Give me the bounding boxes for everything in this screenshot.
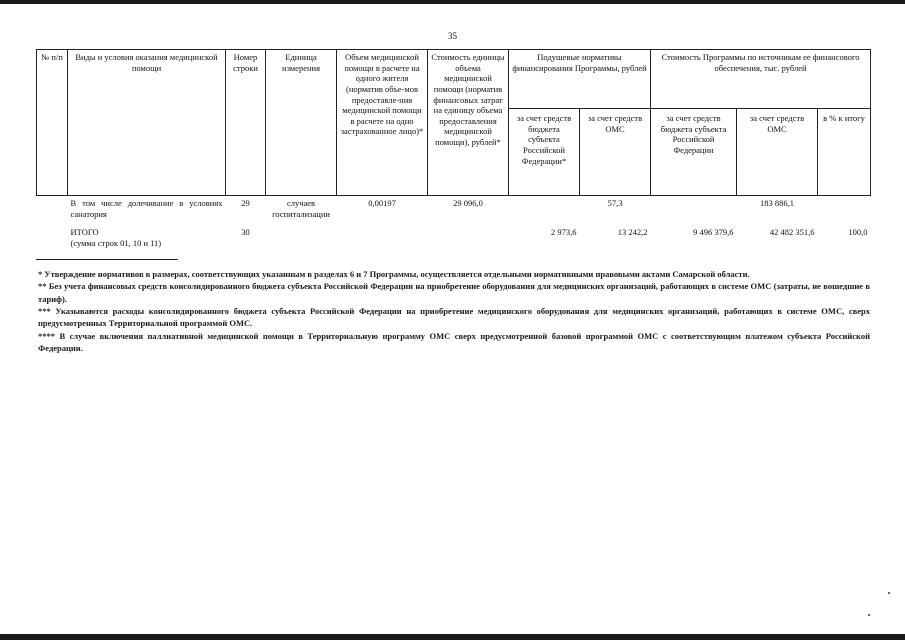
scan-top-edge	[0, 0, 905, 4]
subheader-cost-percent: в % к итогу	[818, 109, 871, 196]
cell-unit-cost	[428, 225, 509, 254]
page-number: 35	[448, 31, 457, 41]
header-program-cost: Стоимость Программы по источникам ее финансового обеспечения, тыс. рублей	[651, 50, 871, 109]
cell-percent	[818, 196, 871, 226]
footnote: ** Без учета финансовых средств консолидированного бюджета субъекта Российской Федерации на приобретение оборудования для медицинских организаций, работающих в системе ОМС (затраты, не вошедшие в тариф).	[38, 281, 870, 304]
header-types: Виды и условия оказания медицинской помощи	[68, 50, 226, 196]
cell-pc-oms: 57,3	[607, 198, 623, 208]
subheader-cost-oms: за счет средств ОМС	[737, 109, 818, 196]
header-no: № п/п	[37, 50, 68, 196]
cell-percent: 100,0	[848, 227, 868, 238]
header-volume: Объем медицинской помощи в расчете на одного жителя (норматив объе-мов предоставле-ния медицинской помощи в расчете на одно застрахованное лицо)*	[337, 50, 428, 196]
table-header-row	[37, 50, 871, 109]
cell-pc-oms: 13 242,2	[617, 227, 648, 238]
footnotes	[38, 268, 870, 354]
cell-cost-oms: 183 886,1	[760, 198, 795, 208]
cell-volume: 0,00197	[368, 198, 396, 208]
subheader-cost-budget: за счет средств бюджета субъекта Российской Федерации	[651, 109, 737, 196]
cell-cost-oms: 42 482 351,6	[769, 227, 815, 238]
footnote-separator	[36, 259, 178, 260]
scan-bottom-edge	[0, 634, 905, 640]
header-per-capita: Подушевые нормативы финансирования Программы, рублей	[509, 50, 651, 109]
subheader-per-capita-oms: за счет средств ОМС	[580, 109, 651, 196]
cell-name	[68, 196, 226, 226]
cell-unit	[266, 225, 337, 254]
scan-speck	[888, 592, 890, 594]
table-row	[37, 196, 871, 226]
cell-unit: случаев госпитализации	[272, 198, 330, 219]
cell-pc-budget: 2 973,6	[551, 227, 577, 238]
scan-speck	[868, 614, 870, 616]
cell-row-number: 29	[241, 198, 250, 208]
cell-pc-budget	[509, 196, 580, 226]
cell-name	[68, 225, 226, 254]
cell-name-text: В том числе долечивание в условиях санатория	[70, 198, 223, 219]
cell-cost-budget: 9 496 379,6	[693, 227, 734, 238]
cell-unit-cost: 29 096,0	[453, 198, 483, 208]
footnote: *** Указываются расходы консолидированного бюджета субъекта Российской Федерации на приобретение медицинского оборудования для медицинских организаций, работающих в системе ОМС, сверх предусмотренных Территориальной программой ОМС.	[38, 305, 870, 329]
footnote: **** В случае включения паллиативной медицинской помощи в Территориальную программу ОМС сверх предусмотренной базовой программой ОМС с соответствующим платежом субъекта Российской Федерации.	[38, 330, 870, 353]
subheader-per-capita-budget: за счет средств бюджета субъекта Российской Федерации*	[509, 109, 580, 196]
header-unit-cost: Стоимость единицы объема медицинской помощи (норматив финансовых затрат на единицу объема предоставления медицинской помощи), рублей*	[428, 50, 509, 196]
table-row	[37, 225, 871, 254]
financing-table	[36, 49, 871, 255]
cell-name-subtext: (сумма строк 01, 10 и 11)	[70, 237, 162, 248]
footnote: * Утверждение нормативов в размерах, соответствующих указанным в разделах 6 и 7 Программы, осуществляется отдельными нормативными правовыми актами Самарской области.	[38, 269, 750, 279]
header-row-number: Номер строки	[226, 50, 266, 196]
header-unit: Единица измерения	[266, 50, 337, 196]
cell-name-text: ИТОГО	[70, 227, 99, 238]
cell-cost-budget	[651, 196, 737, 226]
cell-row-number: 30	[241, 227, 250, 238]
cell-volume	[337, 225, 428, 254]
cell-no	[37, 196, 68, 226]
cell-no	[37, 225, 68, 254]
